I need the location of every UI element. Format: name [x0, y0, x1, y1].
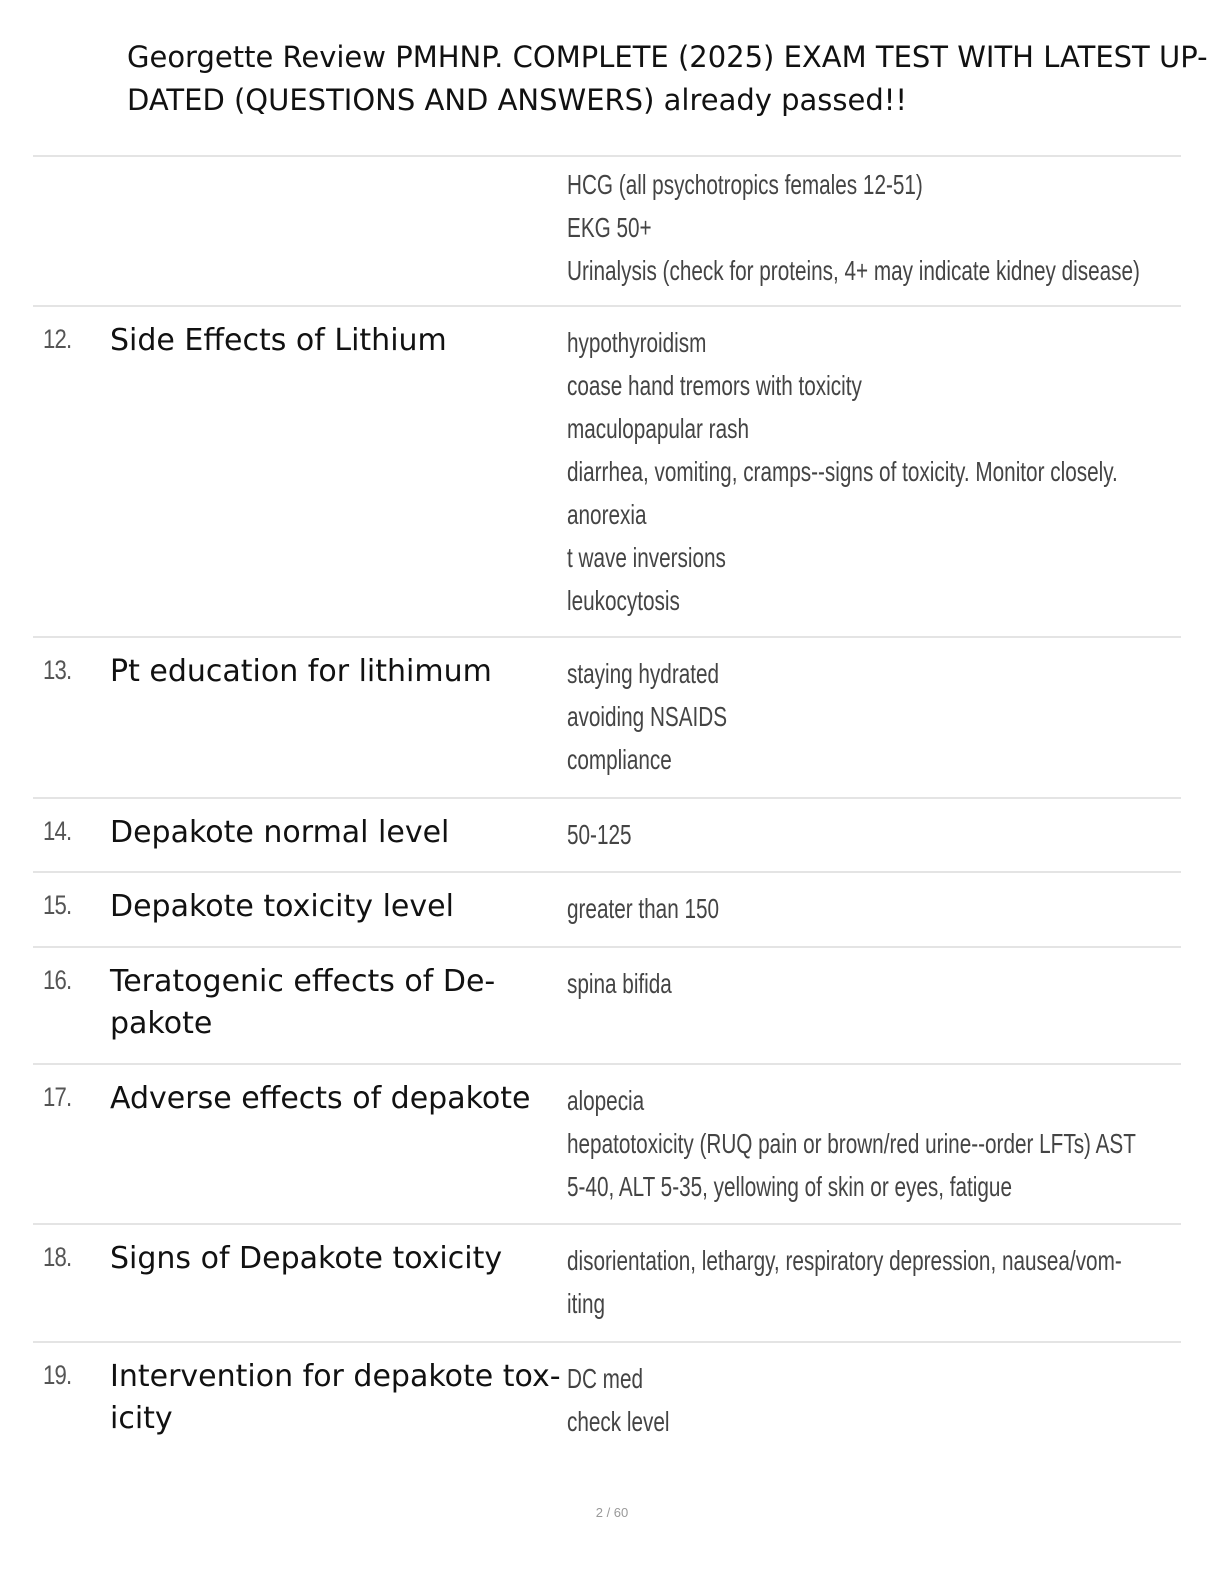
term-text: Intervention for depakote tox- icity	[110, 1359, 561, 1436]
page-number: 2 / 60	[595, 1505, 629, 1520]
table-row	[33, 636, 1181, 799]
row-number: 17.	[43, 1082, 72, 1112]
term-text: Adverse effects of depakote	[110, 1081, 531, 1116]
definition-text: disorientation, lethargy, respiratory depression, nausea/vom- iting	[567, 1245, 1122, 1319]
term-text: Teratogenic effects of De- pakote	[110, 964, 496, 1041]
row-number: 16.	[43, 965, 72, 995]
document-title: Georgette Review PMHNP. COMPLETE (2025) EXAM TEST WITH LATEST UP- DATED (QUESTIONS AND ANSWERS) already passed!!	[127, 40, 1208, 117]
term-text: Side Effects of Lithium	[110, 323, 447, 358]
table-row	[33, 1341, 1181, 1453]
term-text: Signs of Depakote toxicity	[110, 1241, 503, 1276]
term-text: Depakote normal level	[110, 815, 450, 850]
definition-text: 50-125	[567, 819, 632, 850]
definition-text: DC med check level	[567, 1363, 670, 1437]
table-row	[33, 1063, 1181, 1225]
definition-text: HCG (all psychotropics females 12-51) EKG 50+ Urinalysis (check for proteins, 4+ may indicate kidney disease)	[567, 169, 1140, 286]
table-row	[33, 305, 1181, 638]
term-text: Depakote toxicity level	[110, 889, 454, 924]
row-number: 12.	[43, 324, 72, 354]
row-number: 14.	[43, 816, 72, 846]
row-number: 19.	[43, 1360, 72, 1390]
table-row	[33, 1223, 1181, 1343]
definition-text: alopecia hepatotoxicity (RUQ pain or brown/red urine--order LFTs) AST 5-40, ALT 5-35, yellowing of skin or eyes, fatigue	[567, 1085, 1136, 1202]
definition-text: greater than 150	[567, 893, 720, 924]
table-row	[33, 946, 1181, 1065]
definition-text: hypothyroidism coase hand tremors with toxicity maculopapular rash diarrhea, vomiting, cramps--signs of toxicity. Monitor closely. anorexia t wave inversions leukocytosis	[567, 327, 1118, 616]
table-row	[33, 797, 1181, 873]
term-text: Pt education for lithimum	[110, 654, 492, 689]
row-number: 15.	[43, 890, 72, 920]
table-row-continued	[33, 155, 1181, 307]
table-row	[33, 871, 1181, 948]
definition-text: staying hydrated avoiding NSAIDS compliance	[567, 658, 728, 775]
row-number: 13.	[43, 655, 72, 685]
definition-text: spina bifida	[567, 968, 672, 999]
row-number: 18.	[43, 1242, 72, 1272]
